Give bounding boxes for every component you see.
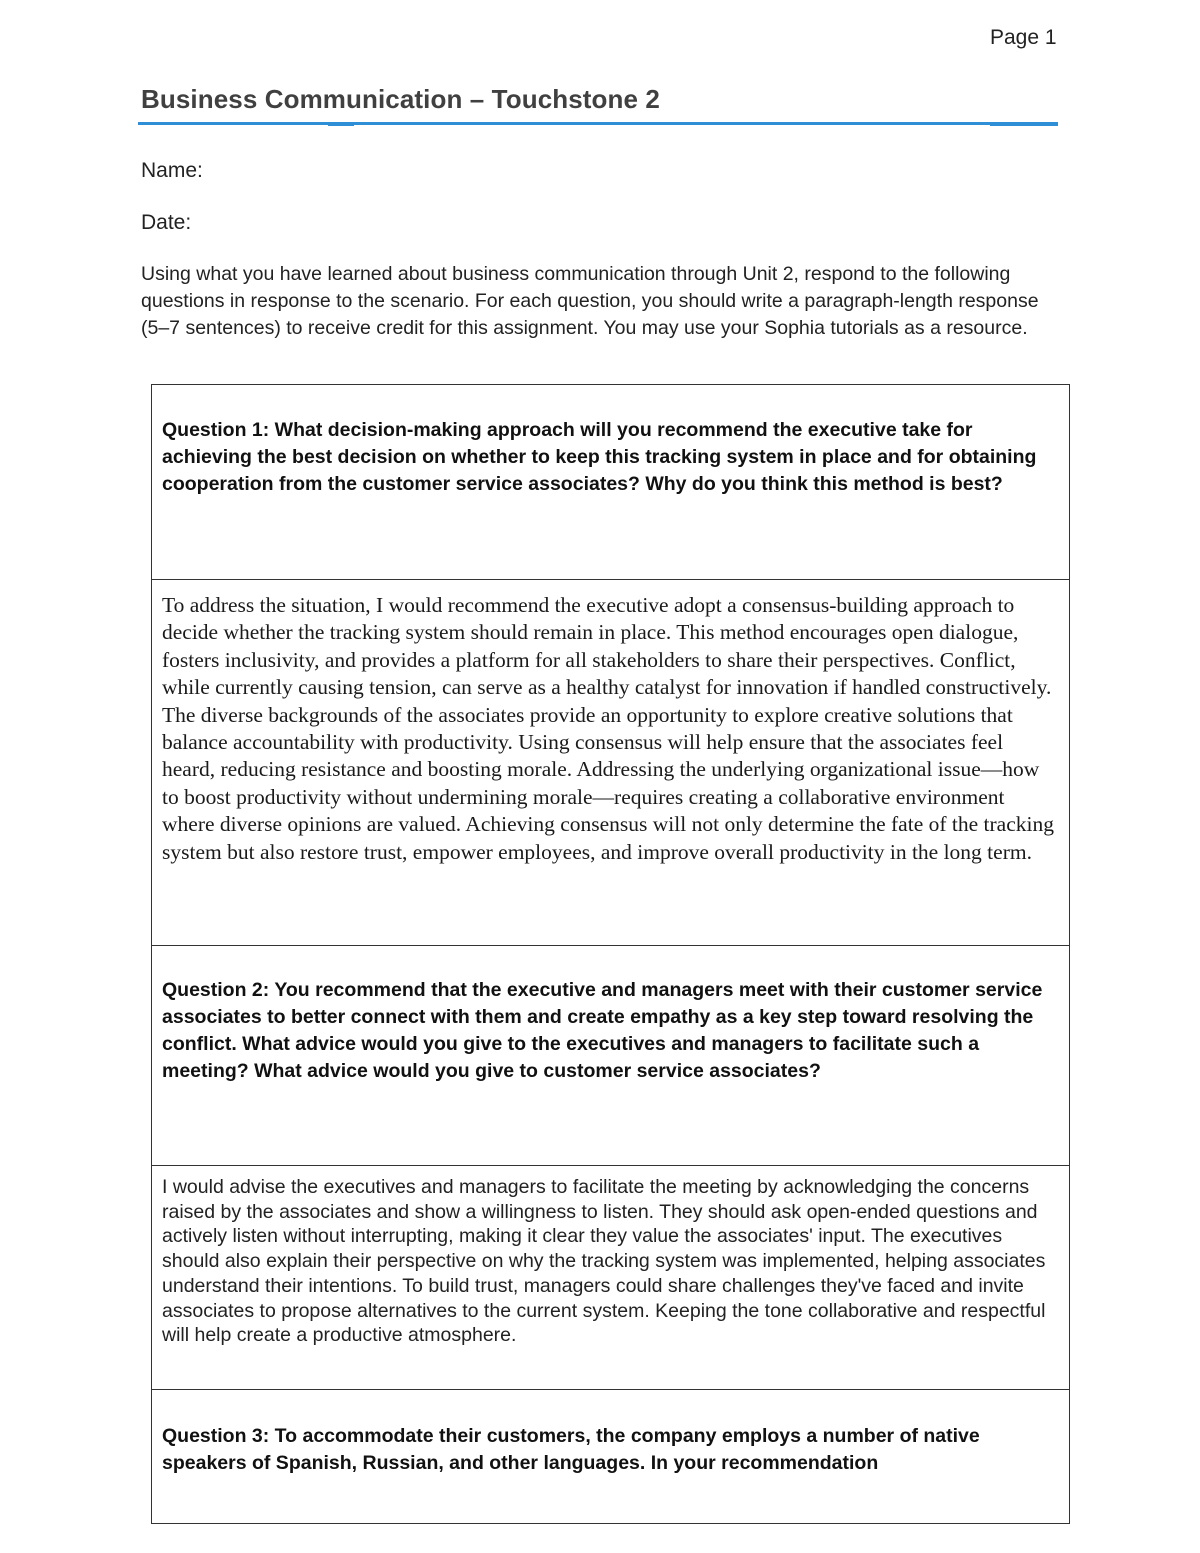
title-underline-accent: [990, 124, 1058, 126]
questions-table: [151, 384, 1070, 1524]
table-row: [152, 385, 1070, 580]
title-underline-accent: [328, 124, 354, 126]
question-1-cell: Question 1: What decision-making approach will you recommend the executive take for achieving the best decision on whether to keep this tracking system in place and for obtaining cooperation from the customer service associates? Why do you think this method is best?: [152, 385, 1070, 580]
title-underline: [138, 122, 1058, 125]
date-field-label: Date:: [141, 211, 192, 234]
table-row: [152, 1166, 1070, 1390]
table-row: [152, 1390, 1070, 1524]
document-title: Business Communication – Touchstone 2: [141, 84, 660, 114]
question-2-cell: Question 2: You recommend that the executive and managers meet with their customer service associates to better connect with them and create empathy as a key step toward resolving the conflict. What advice would you give to the executives and managers to facilitate such a meeting? What advice would you give to customer service associates?: [152, 946, 1070, 1166]
table-row: [152, 946, 1070, 1166]
name-field-label: Name:: [141, 159, 203, 182]
question-3-cell: Question 3: To accommodate their customers, the company employs a number of native speakers of Spanish, Russian, and other languages. In your recommendation: [152, 1390, 1070, 1524]
answer-1-cell[interactable]: To address the situation, I would recommend the executive adopt a consensus-building approach to decide whether the tracking system should remain in place. This method encourages open dialogue, fosters inclusivity, and provides a platform for all stakeholders to share their perspectives. Conflict, while currently causing tension, can serve as a healthy catalyst for innovation if handled constructively. The diverse backgrounds of the associates provide an opportunity to explore creative solutions that balance accountability with productivity. Using consensus will help ensure that the associates feel heard, reducing resistance and boosting morale. Addressing the underlying organizational issue—how to boost productivity without undermining morale—requires creating a collaborative environment where diverse opinions are valued. Achieving consensus will not only determine the fate of the tracking system but also restore trust, empower employees, and improve overall productivity in the long term.: [152, 580, 1070, 946]
instructions-paragraph: Using what you have learned about business communication through Unit 2, respond to the following questions in response to the scenario. For each question, you should write a paragraph-length response (5–7 sentences) to receive credit for this assignment. You may use your Sophia tutorials as a resource.: [141, 263, 1039, 339]
answer-2-cell[interactable]: I would advise the executives and managers to facilitate the meeting by acknowledging the concerns raised by the associates and show a willingness to listen. They should ask open-ended questions and actively listen without interrupting, making it clear they value the associates' input. The executives should also explain their perspective on why the tracking system was implemented, helping associates understand their intentions. To build trust, managers could share challenges they've faced and invite associates to propose alternatives to the current system. Keeping the tone collaborative and respectful will help create a productive atmosphere.: [152, 1166, 1070, 1390]
table-row: [152, 580, 1070, 946]
page-number: Page 1: [990, 26, 1057, 49]
